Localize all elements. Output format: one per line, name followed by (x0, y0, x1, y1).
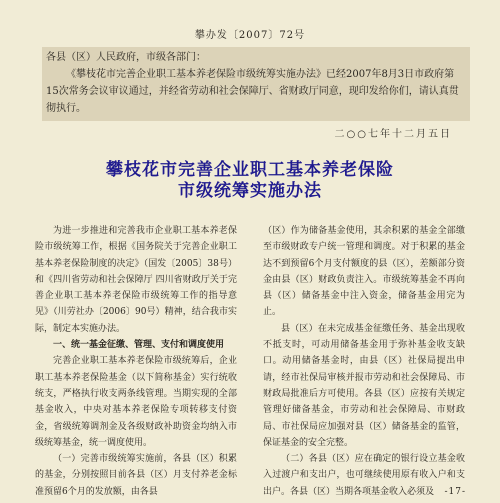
notice-body: 《攀枝花市完善企业职工基本养老保险市级统筹实施办法》已经2007年8月3日市政府第15次常务会议审议通过，并经省劳动和社会保障厅、省财政厅同意，现印发给你们，请认真贯彻执行。 (46, 69, 459, 114)
left-column (35, 223, 237, 500)
right-paragraph-1: （区）作为储备基金使用，其余积累的基金全部缴至市级财政专户统一管理和调度。对于积累的基金达不到预留6个月支付额度的县（区），差额部分资金由县（区）财政负责注入。市级统筹基金不再向县（区）储备基金中注入资金，储备基金用完为止。 (263, 226, 465, 318)
notice-block (42, 47, 470, 121)
left-paragraph-3: （一）完善市级统筹实施前，各县（区）积累的基金，分别按照目前各县（区）月支付养老金标准预留6个月的发放额，由各县 (35, 454, 237, 497)
title-line-1: 攀枝花市完善企业职工基本养老保险 (106, 160, 394, 180)
notice-salutation: 各县（区）人民政府，市级各部门： (46, 52, 206, 63)
page-number: -17- (444, 487, 466, 497)
left-paragraph-2: 完善企业职工基本养老保险市级统筹后，企业职工基本养老保险基金（以下简称基金）实行统收统支，严格执行收支两条线管理。当期实现的全部基金收入，中央对基本养老保险专项转移支付资金，省级统筹调剂金及各级财政补助资金均纳入市级统筹基金，统一调度使用。 (35, 356, 237, 448)
left-paragraph-1: 为进一步推进和完善我市企业职工基本养老保险市级统筹工作，根据《国务院关于完善企业职工基本养老保险制度的决定》（国发〔2005〕38号）和《四川省劳动和社会保障厅 四川省财政厅关于完善企业职工基本养老保险市级统筹工作的指导意见》（川劳社办〔2006〕90号）精神，结合我市实际，制定本实施办法。 (35, 226, 237, 334)
right-paragraph-3: （二）各县（区）应在确定的银行设立基金收入过渡户和支出户，也可继续使用原有收入户和支出户。各县（区）当期各项基金收入必须及 (263, 454, 465, 497)
title-line-2: 市级统筹实施办法 (178, 181, 322, 201)
issue-date: 二○○七年十二月五日 (334, 129, 452, 140)
section-heading-1: 一、统一基金征缴、管理、支付和调度使用 (53, 340, 225, 351)
document-number: 攀办发〔2007〕72号 (194, 30, 306, 41)
right-paragraph-2: 县（区）在未完成基金征缴任务、基金出现收不抵支时，可动用储备基金用于弥补基金收支缺口。动用储备基金时，由县（区）社保局提出申请，经市社保局审核并报市劳动和社会保障局、市财政局批准后方可使用。各县（区）应按有关规定管理好储备基金，市劳动和社会保障局、市财政局、市社保局应加强对县（区）储备基金的监管，保证基金的安全完整。 (263, 323, 465, 448)
right-column (263, 223, 465, 500)
